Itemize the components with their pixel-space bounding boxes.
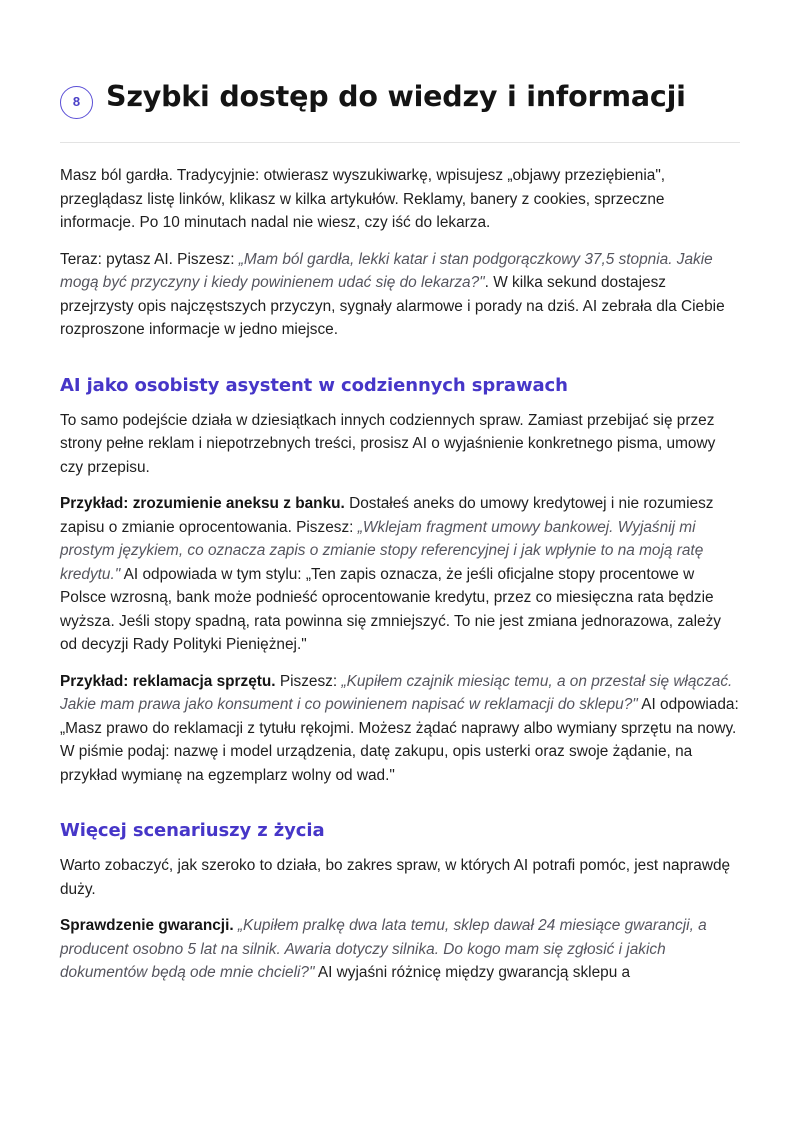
example-quote: „Kupiłem czajnik miesiąc temu, a on przestał się włączać. Jakie mam prawa jako konsument i co powinienem napisać w reklamacji do sklepu?" bbox=[60, 672, 733, 713]
heading-assistant: AI jako osobisty asystent w codziennych sprawach bbox=[60, 374, 568, 396]
document-body bbox=[60, 164, 742, 998]
example-text: Piszesz: bbox=[275, 672, 342, 690]
example-quote: „Kupiłem pralkę dwa lata temu, sklep dawał 24 miesiące gwarancji, a producent osobno 5 lat na silnik. Awaria dotyczy silnika. Do kogo mam się zgłosić i jakich dokumentów będą ode mnie chcieli?" bbox=[60, 917, 707, 981]
intro-paragraph-2 bbox=[60, 248, 742, 342]
example-quote: „Wklejam fragment umowy bankowej. Wyjaśnij mi prostym językiem, co oznacza zapis o zmianie stopy referencyjnej i jak wpłynie to na moją ratę kredytu." bbox=[60, 518, 704, 583]
example-answer: AI wyjaśni różnicę między gwarancją sklepu a bbox=[314, 964, 631, 981]
intro-quote: „Mam ból gardła, lekki katar i stan podgorączkowy 37,5 stopnia. Jakie mogą być przyczyny i kiedy powinienem udać się do lekarza?" bbox=[60, 250, 713, 291]
example-label: Sprawdzenie gwarancji. bbox=[60, 917, 234, 934]
example-warranty-check bbox=[60, 914, 742, 985]
page-title: Szybki dostęp do wiedzy i informacji bbox=[106, 80, 686, 113]
section-number-badge: 8 bbox=[60, 86, 93, 119]
heading-scenarios: Więcej scenariuszy z życia bbox=[60, 820, 325, 841]
scenarios-paragraph-1: Warto zobaczyć, jak szeroko to działa, bo zakres spraw, w których AI potrafi pomóc, jest naprawdę duży. bbox=[60, 857, 731, 898]
header-divider bbox=[60, 142, 740, 143]
example-bank-annex bbox=[60, 492, 742, 657]
section-header bbox=[60, 80, 742, 124]
intro-text-start: Teraz: pytasz AI. Piszesz: bbox=[60, 250, 239, 268]
example-label: Przykład: zrozumienie aneksu z banku. bbox=[60, 495, 345, 512]
example-text: Dostałeś aneks do umowy kredytowej i nie rozumiesz zapisu o zmianie oprocentowania. Piszesz: bbox=[60, 495, 714, 536]
example-answer: AI odpowiada: „Masz prawo do reklamacji z tytułu rękojmi. Możesz żądać naprawy albo wymiany sprzętu na nowy. W piśmie podaj: nazwę i model urządzenia, datę zakupu, opis usterki oraz swoje żądanie, na przykład wymianę na egzemplarz wolny od wad." bbox=[60, 696, 739, 784]
example-equipment-complaint bbox=[60, 670, 742, 788]
intro-paragraph-1: Masz ból gardła. Tradycyjnie: otwierasz wyszukiwarkę, wpisujesz „objawy przeziębienia", przeglądasz listę linków, klikasz w kilka artykułów. Reklamy, banery z cookies, sprzeczne informacje. Po 10 minutach nadal nie wiesz, czy iść do lekarza. bbox=[60, 167, 666, 231]
intro-text-end: . W kilka sekund dostajesz przejrzysty opis najczęstszych przyczyn, sygnały alarmowe i porady na dziś. AI zebrała dla Ciebie rozproszone informacje w jedno miejsce. bbox=[60, 274, 725, 338]
example-label: Przykład: reklamacja sprzętu. bbox=[60, 672, 276, 690]
example-answer: AI odpowiada w tym stylu: „Ten zapis oznacza, że jeśli oficjalne stopy procentowe w Polsce wzrosną, bank może podnieść oprocentowanie kredytu, przez co miesięczna rata będzie wyższa. Jeśli stopy spadną, rata powinna się zmniejszyć. To nie jest zmiana jednorazowa, zależy od decyzji Rady Polityki Pieniężnej." bbox=[60, 565, 721, 653]
assistant-paragraph-1: To samo podejście działa w dziesiątkach innych codziennych spraw. Zamiast przebijać się przez strony pełne reklam i niepotrzebnych treści, prosisz AI o wyjaśnienie konkretnego pisma, umowy czy przepisu. bbox=[60, 411, 716, 476]
